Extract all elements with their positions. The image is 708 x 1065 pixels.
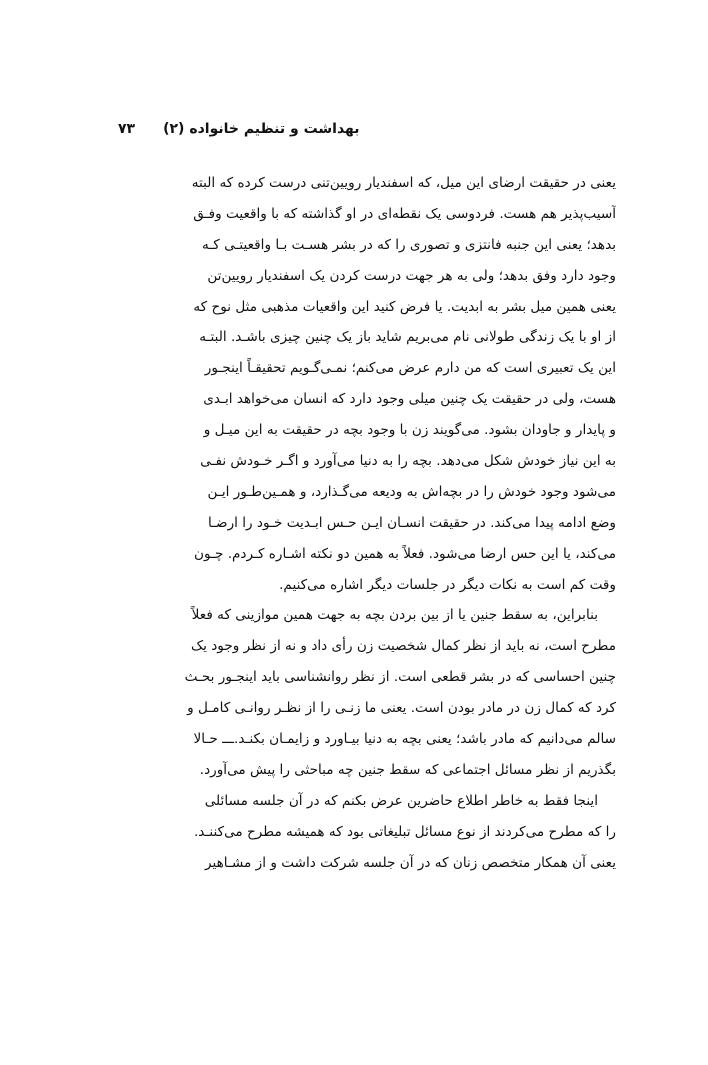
text-line: یعنی آن همکار متخصص زنان که در آن جلسه شرکت داشت و از مشـاهیر	[205, 854, 616, 871]
body-text	[96, 168, 616, 878]
text-line: کرد که کمال زن در مادر بودن است. یعنی ما زنـی را از نظـر روانـی کامـل و	[187, 700, 616, 717]
text-line: وضع ادامه پیدا می‌کند. در حقیقت انسـان ایـن حـس ابـدیت خـود را ارضـا	[207, 514, 616, 531]
text-line: وقت کم است به نکات دیگر در جلسات دیگر اشاره می‌کنیم.	[279, 576, 616, 593]
text-line: می‌شود وجود خودش را در بچه‌اش به ودیعه می‌گـذارد، و همـین‌طـور ایـن	[207, 483, 616, 500]
text-line: وجود دارد وفق بدهد؛ ولی به هر جهت درست کردن یک اسفندیار رویین‌تن	[207, 267, 616, 284]
text-line: از او با یک زندگی طولانی نام می‌بریم شاید باز یک چنین چیزی باشـد. البتـه	[199, 329, 616, 346]
text-line: یعنی همین میل بشر به ابدیت. یا فرض کنید این واقعیات مذهبی مثل نوح که	[193, 298, 616, 315]
running-header	[118, 114, 587, 144]
text-line: هست، ولی در حقیقت یک چنین میلی وجود دارد که انسان می‌خواهد ابـدی	[203, 391, 616, 408]
text-line: به این نیاز خودش شکل می‌دهد. بچه را به دنیا می‌آورد و اگـر خـودش نفـی	[200, 453, 616, 470]
text-line: چنین احساسی که در بشر قطعی است. از نظر روانشناسی باید اینجـور بحـث	[184, 669, 616, 686]
text-line: این یک تعبیری است که من دارم عرض می‌کنم؛ نمـی‌گـویم تحقیقـاً اینجـور	[204, 360, 616, 377]
text-line: بگذریم از نظر مسائل اجتماعی که سقط جنین چه مباحثی را پیش می‌آورد.	[199, 761, 616, 778]
text-line: آسیب‌پذیر هم هست. فردوسی یک نقطه‌ای در او گذاشته که با واقعیت وفـق	[193, 205, 616, 222]
text-line: و پایدار و جاودان بشود. می‌گویند زن با وجود بچه در حقیقت به این میـل و	[203, 422, 616, 439]
text-line: را که مطرح می‌کردند از نوع مسائل تبلیغاتی بود که همیشه مطرح می‌کننـد.	[193, 823, 616, 840]
text-line: یعنی در حقیقت ارضای این میل، که اسفندیار رویین‌تنی درست کرده که البته	[191, 175, 616, 191]
text-line-paragraph-start: اینجا فقط به خاطر اطلاع حاضرین عرض بکنم که در آن جلسه مسائلی	[204, 792, 598, 809]
header-title: بهداشت و تنظیم خانواده (۲)	[163, 121, 360, 137]
text-line-paragraph-start: بنابراین، به سقط جنین یا از بین بردن بچه به جهت همین موازینی که فعلاً	[191, 607, 598, 624]
text-line: بدهد؛ یعنی این جنبه فانتزی و تصوری را که در بشر هسـت بـا واقعیتـی کـه	[202, 236, 616, 253]
text-line: مطرح است، نه باید از نظر کمال شخصیت زن رأی داد و نه از نظر وجود یک	[190, 638, 616, 655]
text-line: می‌کند، یا این حس ارضا می‌شود. فعلاً به همین دو نکته اشـاره کـردم. چـون	[193, 545, 616, 562]
page-number: ۷۳	[118, 121, 136, 137]
text-line: سالم می‌دانیم که مادر باشد؛ یعنی بچه به دنیا بیـاورد و زایمـان بکنـد.ـــ حـالا	[193, 731, 616, 748]
